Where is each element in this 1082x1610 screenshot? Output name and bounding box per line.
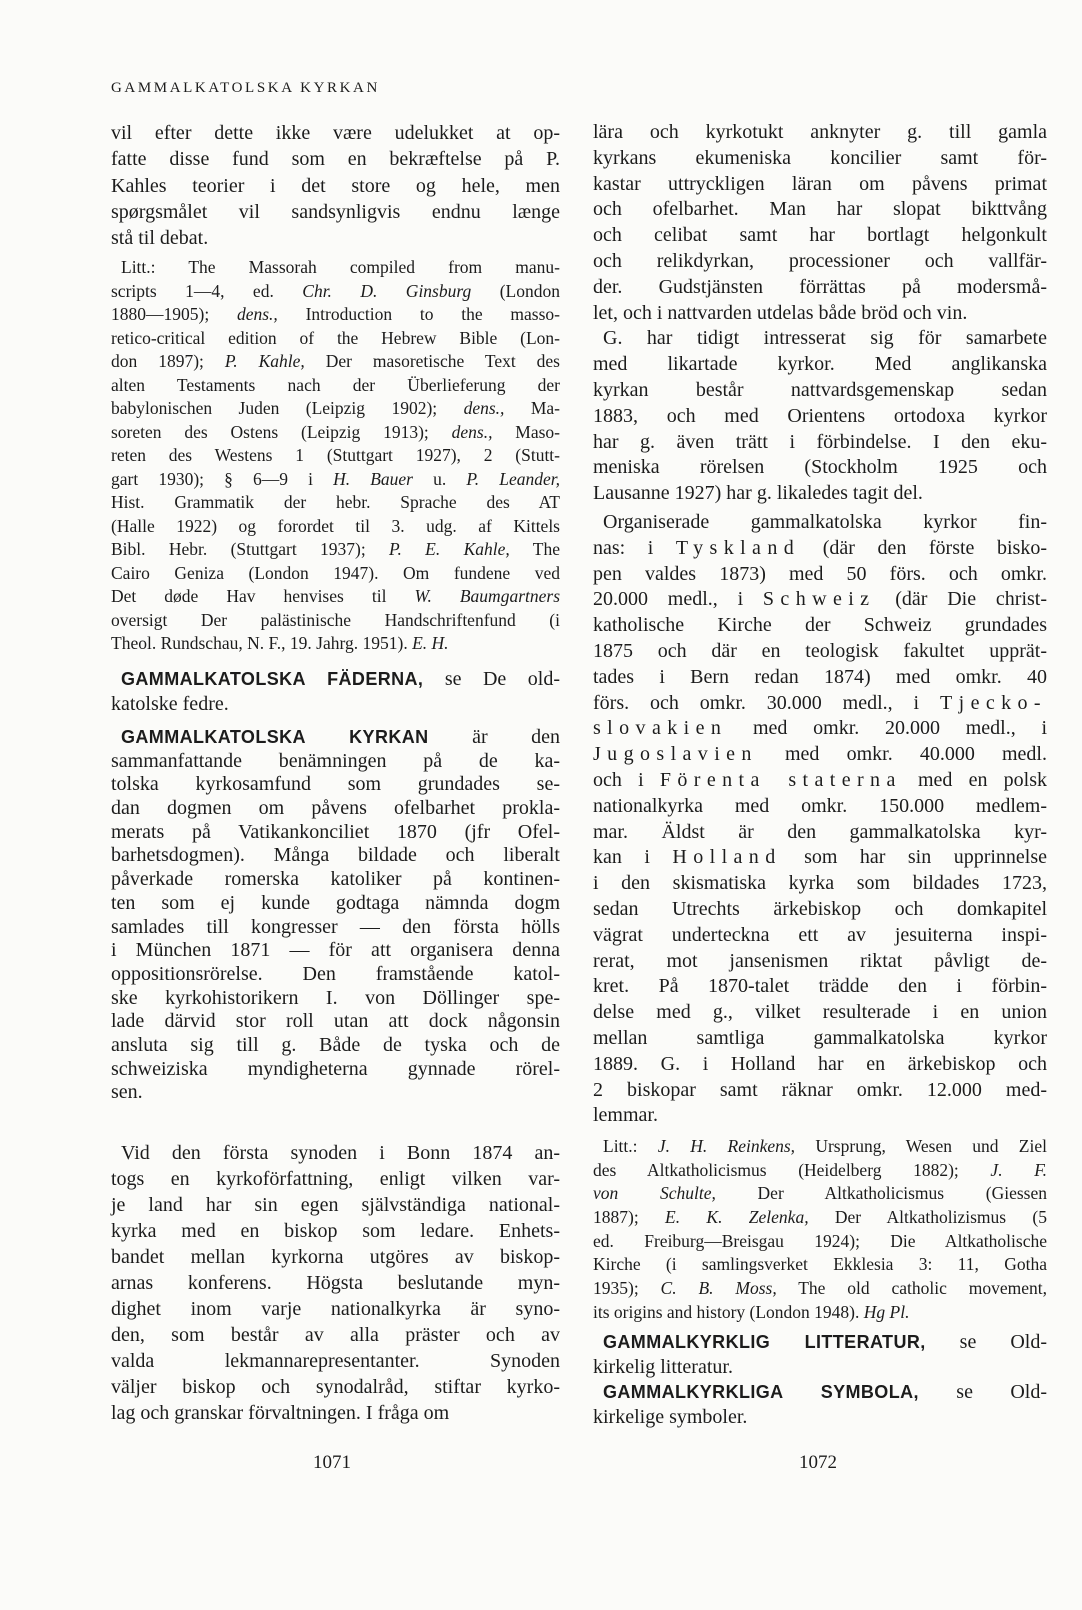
text-line — [593, 1301, 1047, 1325]
italic-run: dens., — [236, 304, 278, 324]
text-line — [593, 1230, 1047, 1254]
text-line — [593, 1026, 1047, 1052]
italic-run: H. Bauer — [333, 468, 413, 489]
text-run: togs en kyrkoförfattning, enligt vilken var- — [111, 1168, 560, 1190]
italic-run: P. Leander, — [466, 468, 561, 489]
text-run: arnas konferens. Högsta beslutande myn- — [111, 1272, 560, 1294]
text-run: let, och i nattvarden utdelas både bröd och vin. — [593, 301, 968, 324]
text-run: oversigt Der palästinische Handschriftenfund (i — [111, 609, 560, 630]
text-line — [593, 481, 1047, 507]
text-run: samlades till kongresser — den första hölls — [111, 915, 560, 938]
text-line — [111, 632, 560, 656]
italic-run: E. K. Zelenka, — [665, 1207, 809, 1228]
text-run: Der Altkatholicismus (Giessen — [715, 1183, 1047, 1204]
text-run: 1883, och med Orientens ortodoxa kyrkor — [593, 404, 1047, 427]
text-run: vägrat underteckna ett av jesuiterna inspi- — [593, 923, 1047, 946]
italic-run: von Schulte, — [593, 1183, 716, 1204]
text-line — [111, 916, 560, 940]
text-run: mar. Äldst är den gammalkatolska kyr- — [593, 820, 1047, 843]
text-run: kan i — [593, 846, 673, 869]
text-run: dighet inom varje nationalkyrka är syno- — [111, 1298, 560, 1320]
text-run: påverkade romerska katoliker på kontinen- — [111, 868, 560, 891]
text-run: förs. och omkr. 30.000 medl., i — [593, 691, 940, 714]
text-line — [593, 716, 1047, 742]
entry-headword: GAMMALKYRKLIG LITTERATUR, — [603, 1332, 926, 1352]
text-run: G. har tidigt intresserat sig för samarbete — [603, 327, 1047, 350]
text-line — [593, 1253, 1047, 1277]
text-line — [111, 491, 560, 515]
text-line — [593, 1000, 1047, 1026]
text-run: ske kyrkohistorikern I. von Döllinger spe- — [111, 986, 560, 1009]
text-run: 2 biskopar samt räknar omkr. 12.000 med- — [593, 1078, 1047, 1101]
text-run: i den skismatiska kyrka som bildades 1723, — [593, 872, 1047, 895]
italic-run: P. Kahle, — [224, 351, 305, 371]
spaced-run: Tjecko- — [940, 691, 1047, 714]
italic-run: J. H. Reinkens, — [657, 1136, 796, 1156]
text-line — [111, 1034, 560, 1058]
spaced-run: Jugoslavien — [593, 743, 758, 766]
text-line — [111, 1010, 560, 1034]
text-run: 1935); — [593, 1278, 661, 1299]
text-line — [593, 352, 1047, 378]
text-run: Theol. Rundschau, N. F., 19. Jahrg. 1951). — [111, 633, 413, 653]
text-run: retico-critical edition of the Hebrew Bible (Lon- — [111, 327, 560, 348]
text-run: mellan samtliga gammalkatolska kyrkor — [593, 1026, 1047, 1049]
text-line — [593, 536, 1047, 562]
text-line — [593, 1277, 1047, 1301]
text-line — [111, 1140, 560, 1166]
text-run: och celibat samt har bortlagt helgonkult — [593, 224, 1047, 247]
text-run: bandet mellan kyrkorna utgöres av biskop- — [111, 1246, 560, 1268]
text-line — [593, 146, 1047, 172]
text-line — [111, 750, 560, 774]
text-line — [111, 585, 560, 609]
text-line — [593, 587, 1047, 613]
text-run: (London — [471, 280, 560, 301]
text-line — [593, 923, 1047, 949]
text-line — [593, 1355, 1047, 1380]
text-line — [593, 794, 1047, 820]
text-run: vil efter dette ikke være udelukket at op- — [111, 122, 560, 144]
text-run: nationalkyrka med omkr. 150.000 medlem- — [593, 794, 1047, 817]
spaced-run: Tyskland — [675, 536, 801, 559]
italic-run: E. H. — [412, 633, 449, 653]
text-run: lemmar. — [593, 1104, 658, 1127]
text-line — [111, 1270, 560, 1296]
entry-gammalkatolska-kyrkan — [111, 726, 560, 1105]
text-run: Litt.: The Massorah compiled from manu- — [121, 257, 560, 277]
text-run: och i — [593, 768, 660, 791]
text-run: babylonischen Juden (Leipzig 1902); — [111, 398, 464, 418]
text-run: den, som består av alla präster och av — [111, 1324, 560, 1346]
text-run: spørgsmålet vil sandsynligvis endnu længe — [111, 200, 560, 223]
text-line — [111, 538, 560, 562]
text-run: i München 1871 — för att organisera denna — [111, 939, 560, 962]
text-run: Ma- — [504, 398, 561, 418]
text-run: är den — [428, 726, 560, 748]
text-line — [111, 421, 560, 445]
text-run: schweiziska myndigheterna gynnade rörel- — [111, 1057, 560, 1080]
text-line — [593, 871, 1047, 897]
text-line — [593, 197, 1047, 223]
text-run: och relikdyrkan, processioner och vallfär- — [593, 249, 1047, 272]
text-line — [593, 172, 1047, 198]
spaced-run: slovakien — [593, 717, 728, 740]
entry-gammalkyrkliga-symbola — [593, 1380, 1047, 1430]
text-run: merats på Vatikankonciliet 1870 (jfr Ofel- — [111, 820, 560, 843]
text-line — [593, 845, 1047, 871]
text-line — [593, 326, 1047, 352]
paragraph-scroll-discussion — [111, 120, 560, 251]
text-line — [593, 639, 1047, 665]
text-run: dan dogmen om påvens ofelbarhet prokla- — [111, 797, 560, 820]
text-run: kyrkan består nattvardsgemenskap sedan — [593, 378, 1047, 401]
text-run: 1880—1905); — [111, 304, 237, 324]
text-line — [111, 963, 560, 987]
text-run: scripts 1—4, ed. — [111, 280, 303, 301]
text-run: des Altkatholicismus (Heidelberg 1882); — [593, 1159, 991, 1180]
text-line — [111, 468, 560, 492]
text-run: reten des Westens 1 (Stuttgart 1927), 2 (Stutt- — [111, 445, 560, 465]
text-line — [111, 374, 560, 398]
text-line — [111, 667, 560, 692]
text-line — [593, 223, 1047, 249]
text-run: barhetsdogmen). Många bildade och liberalt — [111, 844, 560, 867]
text-line — [111, 303, 560, 327]
text-line — [593, 949, 1047, 975]
text-run: väljer biskop och synodalråd, stiftar kyrko- — [111, 1376, 560, 1398]
text-line — [593, 820, 1047, 846]
text-line — [111, 199, 560, 225]
text-line — [111, 1400, 560, 1426]
text-run: 20.000 medl., i — [593, 588, 763, 611]
text-run: se De old- — [423, 668, 560, 690]
italic-run: Chr. D. Ginsburg — [302, 280, 472, 301]
text-line — [593, 742, 1047, 768]
text-run: kirkelige symboler. — [593, 1406, 748, 1428]
text-line — [593, 1078, 1047, 1104]
text-line — [111, 1058, 560, 1082]
text-line — [593, 378, 1047, 404]
text-run: Lausanne 1927) har g. likaledes tagit del. — [593, 482, 923, 505]
text-run: Maso- — [492, 421, 560, 442]
text-line — [111, 350, 560, 374]
italic-run: Hg Pl. — [863, 1301, 910, 1322]
bibliography-right — [593, 1135, 1047, 1325]
italic-run: W. Baumgartners — [414, 586, 561, 606]
text-run: soreten des Ostens (Leipzig 1913); — [111, 421, 452, 442]
text-line — [111, 726, 560, 750]
text-run: (där Die christ- — [875, 588, 1047, 611]
text-line — [593, 1103, 1047, 1129]
text-line — [593, 1206, 1047, 1230]
text-line — [111, 562, 560, 586]
text-run: Kirche (i samlingsverket Ekklesia 3: 11, Gotha — [593, 1254, 1047, 1275]
text-run: kyrkans ekumeniska koncilier samt för- — [593, 146, 1047, 169]
text-run: gart 1930); § 6—9 i — [111, 468, 334, 489]
text-run: u. — [412, 468, 467, 489]
text-run: Hist. Grammatik der hebr. Sprache des AT — [111, 492, 560, 512]
text-line — [593, 1330, 1047, 1355]
text-run: fatte disse fund som en bekræftelse på P. — [111, 148, 560, 171]
italic-run: J. F. — [990, 1159, 1048, 1180]
text-run: je land har sin egen självständiga national- — [111, 1194, 560, 1216]
text-run: tades i Bern redan 1874) med omkr. 40 — [593, 665, 1047, 688]
text-line — [593, 249, 1047, 275]
text-run: valda lekmannarepresentanter. Synoden — [111, 1350, 560, 1372]
bibliography-left — [111, 256, 560, 656]
text-line — [111, 821, 560, 845]
italic-run: dens., — [463, 398, 505, 418]
text-run: oppositionsrörelse. Den framstående katol- — [111, 962, 560, 985]
text-run: der. Gudstjänsten förrättas på modersmå- — [593, 275, 1047, 298]
text-line — [593, 301, 1047, 327]
text-line — [111, 939, 560, 963]
text-line — [593, 1159, 1047, 1183]
text-line — [111, 225, 560, 251]
page-number-left: 1071 — [313, 1452, 351, 1473]
text-line — [111, 327, 560, 351]
text-line — [111, 173, 560, 199]
text-line — [111, 1166, 560, 1192]
text-line — [111, 773, 560, 797]
text-run: lade därvid stor roll utan att dock någonsin — [111, 1010, 560, 1033]
text-run: med omkr. 40.000 medl. — [757, 743, 1047, 766]
paragraph-ecumenism — [593, 326, 1047, 507]
text-line — [593, 665, 1047, 691]
text-run: The old catholic movement, — [776, 1278, 1048, 1299]
text-run: Bibl. Hebr. (Stuttgart 1937); — [111, 539, 390, 559]
entry-gammalkyrklig-litteratur — [593, 1330, 1047, 1380]
text-run: The — [509, 539, 560, 559]
text-line — [593, 1405, 1047, 1430]
entry-headword: GAMMALKATOLSKA KYRKAN — [121, 727, 429, 747]
italic-run: P. E. Kahle, — [389, 539, 510, 559]
text-run: meniska rörelsen (Stockholm 1925 och — [593, 456, 1047, 479]
text-run: its origins and history (London 1948). — [593, 1301, 864, 1322]
text-run: ed. Freiburg—Breisgau 1924); Die Altkatholische — [593, 1230, 1047, 1251]
text-run: (Halle 1922) og forordet til 3. udg. af Kittels — [111, 515, 560, 536]
text-line — [593, 1182, 1047, 1206]
text-run: katholische Kirche der Schweiz grundades — [593, 614, 1047, 637]
text-run: med omkr. 20.000 medl., i — [727, 717, 1047, 740]
text-run: som har sin upprinnelse — [781, 846, 1048, 869]
text-line — [111, 987, 560, 1011]
text-line — [593, 1135, 1047, 1159]
text-line — [111, 1374, 560, 1400]
text-run: sedan Utrechts ärkebiskop och domkapitel — [593, 897, 1047, 920]
text-line — [111, 692, 560, 717]
text-run: rerat, mot jansenismen riktat påvligt de- — [593, 949, 1047, 972]
text-line — [111, 120, 560, 146]
text-line — [593, 1380, 1047, 1405]
text-line — [111, 1218, 560, 1244]
paragraph-doctrine — [593, 120, 1047, 326]
text-line — [111, 609, 560, 633]
text-run: pen valdes 1873) med 50 förs. och omkr. — [593, 562, 1047, 585]
text-run: Organiserade gammalkatolska kyrkor fin- — [603, 511, 1047, 533]
text-run: stå til debat. — [111, 227, 209, 250]
text-run: Vid den första synoden i Bonn 1874 an- — [121, 1142, 560, 1164]
text-run: lag och granskar förvaltningen. I fråga om — [111, 1402, 450, 1424]
text-line — [111, 797, 560, 821]
text-run: kret. På 1870-talet trädde den i förbin- — [593, 975, 1047, 998]
text-line — [593, 768, 1047, 794]
paragraph-synod — [111, 1140, 560, 1426]
text-line — [593, 974, 1047, 1000]
text-run: kastar uttryckligen läran om påvens primat — [593, 172, 1047, 195]
text-run: med en polsk — [901, 768, 1047, 791]
text-line — [111, 1348, 560, 1374]
text-line — [111, 256, 560, 280]
text-line — [593, 430, 1047, 456]
running-head: GAMMALKATOLSKA KYRKAN — [111, 80, 380, 96]
text-run: kyrka med en biskop som ledare. Enhets- — [111, 1220, 560, 1242]
entry-headword: GAMMALKATOLSKA FÄDERNA, — [121, 669, 424, 689]
text-run: 1875 och där en teologisk fakultet upprät- — [593, 639, 1047, 662]
text-run: alten Testaments nach der Überlieferung der — [111, 374, 560, 395]
text-line — [593, 1052, 1047, 1078]
page-number-right: 1072 — [799, 1452, 837, 1473]
text-run: Litt.: — [603, 1136, 658, 1156]
spaced-run: Förenta staterna — [659, 768, 902, 791]
entry-gammalkatolska-faderna — [111, 667, 560, 717]
text-line — [593, 404, 1047, 430]
text-run: sen. — [111, 1081, 143, 1104]
text-line — [111, 146, 560, 172]
text-line — [111, 892, 560, 916]
text-line — [111, 515, 560, 539]
entry-headword: GAMMALKYRKLIGA SYMBOLA, — [603, 1382, 919, 1402]
text-line — [593, 897, 1047, 923]
text-run: nas: i — [593, 536, 676, 559]
text-run: (där den förste bisko- — [800, 536, 1047, 559]
text-run: Det døde Hav henvises til — [111, 586, 415, 606]
text-run: Ursprung, Wesen und Ziel — [795, 1136, 1047, 1156]
text-line — [111, 1322, 560, 1348]
text-line — [593, 510, 1047, 536]
text-line — [111, 868, 560, 892]
text-run: 1889. G. i Holland har en ärkebiskop och — [593, 1052, 1047, 1075]
italic-run: C. B. Moss, — [660, 1278, 777, 1299]
text-run: se Old- — [918, 1381, 1047, 1403]
text-line — [593, 275, 1047, 301]
text-line — [111, 844, 560, 868]
text-run: sammanfattande benämningen på de ka- — [111, 749, 560, 772]
text-run: Der Altkatholizismus (5 — [808, 1207, 1047, 1228]
text-run: har g. även trätt i förbindelse. I den eku- — [593, 430, 1047, 453]
text-run: ansluta sig till g. Både de tyska och de — [111, 1033, 560, 1056]
text-line — [593, 455, 1047, 481]
spaced-run: Holland — [672, 846, 782, 869]
text-run: Introduction to the masso- — [277, 304, 560, 324]
text-line — [111, 280, 560, 304]
text-run: tolska kyrkosamfund som grundades se- — [111, 773, 560, 796]
text-run: kirkelig litteratur. — [593, 1356, 733, 1378]
text-run: katolske fedre. — [111, 693, 229, 715]
text-run: Kahles teorier i det store og hele, men — [111, 174, 560, 197]
text-run: ten som ej kunde godtaga nämnda dogm — [111, 891, 560, 914]
text-line — [593, 120, 1047, 146]
text-run: Cairo Geniza (London 1947). Om fundene ved — [111, 562, 560, 583]
text-line — [111, 1296, 560, 1322]
paragraph-organisation — [593, 510, 1047, 1129]
text-line — [111, 1192, 560, 1218]
text-line — [593, 691, 1047, 717]
text-run: 1887); — [593, 1207, 666, 1228]
italic-run: dens., — [451, 421, 493, 442]
text-line — [111, 397, 560, 421]
text-run: och ofelbarhet. Man har slopat bikttvång — [593, 198, 1047, 221]
text-line — [593, 613, 1047, 639]
text-run: med likartade kyrkor. Med anglikanska — [593, 353, 1047, 376]
text-run: delse med g., vilket resulterade i en union — [593, 1001, 1047, 1024]
text-line — [111, 444, 560, 468]
text-run: lära och kyrkotukt anknyter g. till gamla — [593, 121, 1047, 143]
spaced-run: Schweiz — [762, 588, 876, 611]
text-line — [593, 562, 1047, 588]
text-run: don 1897); — [111, 351, 225, 371]
text-run: se Old- — [925, 1331, 1047, 1353]
text-line — [111, 1081, 560, 1105]
text-run: Der masoretische Text des — [304, 351, 560, 371]
text-line — [111, 1244, 560, 1270]
